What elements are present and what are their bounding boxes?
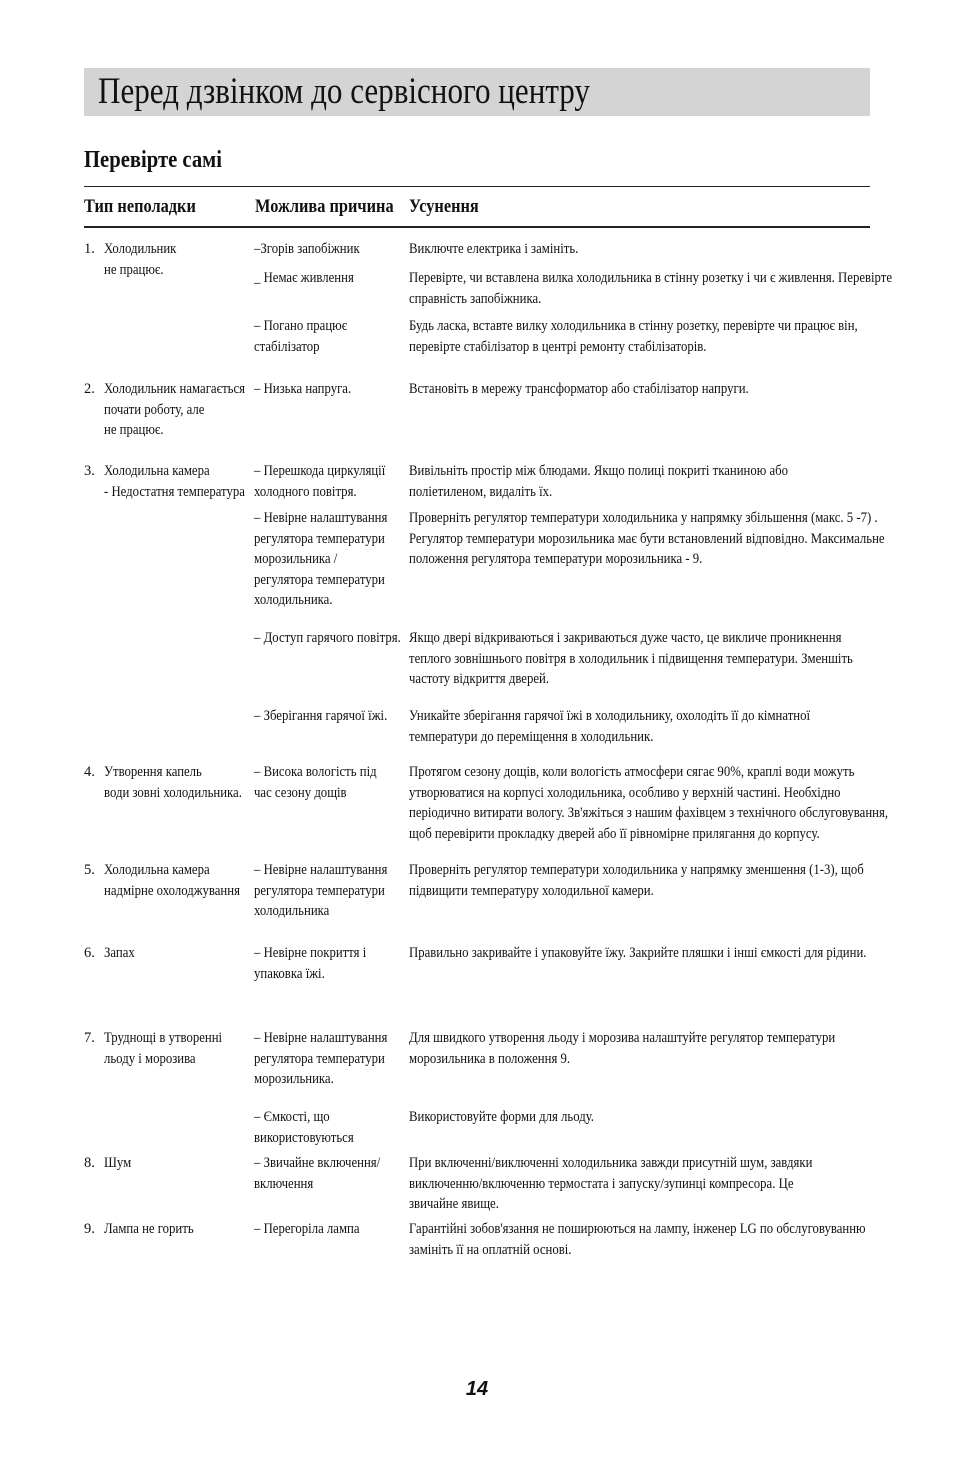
problem-text: Утворення капель [104,764,202,780]
cause-text: регулятора температури [254,882,385,899]
fix-text: Якщо двері відкриваються і закриваються дуже часто, це викличе проникнення [409,630,842,646]
item-number: 2. [84,381,95,397]
header-rule [84,226,870,228]
item-number: 6. [84,945,95,961]
fix-text: При включенні/виключенні холодильника завжди присутній шум, завдяки [409,1155,813,1171]
fix-text: Для швидкого утворення льоду і морозива налаштуйте регулятор температури [409,1030,836,1046]
problem-text: води зовні холодильника. [104,784,242,801]
problem-text: почати роботу, але [104,401,205,418]
fix-text: Використовуйте форми для льоду. [409,1109,594,1125]
problem-text: не працює. [104,261,164,278]
cause-text: – Невірне покриття і [254,945,367,961]
item-number: 5. [84,862,95,878]
column-header-fix: Усунення [409,196,479,217]
fix-text: Проверніть регулятор температури холодильника у напрямку зменшення (1-3), щоб [409,862,864,878]
cause-text: морозильника. [254,1071,334,1088]
fix-text: утворюватися на корпусі холодильника, особливо у верхній частині. Необхідно [409,784,841,801]
fix-text: Виключте електрика і замініть. [409,241,579,257]
page-title: Перед дзвінком до сервісного центру [98,71,590,112]
fix-text: Уникайте зберігання гарячої їжі в холодильнику, охолодіть її до кімнатної [409,708,811,724]
fix-text: температури до переміщення в холодильник. [409,728,654,745]
cause-text: – Перегоріла лампа [254,1221,360,1237]
cause-text: – Невірне налаштування [254,510,388,526]
fix-text: замініть її на оплатній основі. [409,1241,572,1258]
problem-text: Лампа не горить [104,1221,194,1237]
cause-text: –Згорів запобіжник [254,241,360,257]
cause-text: – Ємкості, що [254,1109,330,1125]
item-number: 7. [84,1030,95,1046]
cause-text: – Невірне налаштування [254,1030,388,1046]
fix-text: щоб перевірити прокладку дверей або її рівномірне прилягання до корпусу. [409,825,820,842]
problem-text: не працює. [104,422,164,439]
top-rule [84,186,870,187]
fix-text: Регулятор температури морозильника має бути встановлений відповідно. Максимальне [409,530,885,547]
column-header-problem: Тип неполадки [84,196,196,217]
problem-text: Холодильник [104,241,177,257]
fix-text: звичайне явище. [409,1196,499,1213]
cause-text: – Невірне налаштування [254,862,388,878]
problem-text: надмірне охолоджування [104,882,240,899]
problem-text: Труднощі в утворенні [104,1030,223,1046]
fix-text: Будь ласка, вставте вилку холодильника в стінну розетку, перевірте чи працює він, [409,318,858,334]
problem-text: - Недостатня температура [104,483,245,500]
problem-text: Шум [104,1155,132,1171]
cause-text: стабілізатор [254,338,320,355]
cause-text: – Доступ гарячого повітря. [254,630,401,646]
cause-text: регулятора температури [254,1050,385,1067]
fix-text: частоту відкриття дверей. [409,671,550,688]
title-banner [84,68,870,116]
cause-text: регулятора температури [254,571,385,588]
cause-text: упаковка їжі. [254,965,325,982]
item-number: 9. [84,1221,95,1237]
problem-text: Холодильна камера [104,463,210,479]
cause-text: – Перешкода циркуляції [254,463,386,479]
fix-text: Встановіть в мережу трансформатор або стабілізатор напруги. [409,381,749,397]
cause-text: – Низька напруга. [254,381,352,397]
problem-text: Запах [104,945,135,961]
fix-text: виключенню/включенню термостата і запуску/зупинці компресора. Це [409,1175,794,1192]
cause-text: – Висока вологість під [254,764,377,780]
cause-text: регулятора температури [254,530,385,547]
fix-text: підвищити температуру холодильної камери. [409,882,654,899]
cause-text: морозильника / [254,551,338,568]
problem-text: льоду і морозива [104,1050,196,1067]
cause-text: час сезону дощів [254,784,347,801]
cause-text: використовуються [254,1129,354,1146]
cause-text: – Погано працює [254,318,348,334]
fix-text: Правильно закривайте і упаковуйте їжу. Закрийте пляшки і інші ємкості для рідини. [409,945,867,961]
fix-text: Вивільніть простір між блюдами. Якщо полиці покриті тканиною або [409,463,789,479]
fix-text: теплого зовнішнього повітря в холодильник і підвищення температури. Зменшіть [409,650,853,667]
item-number: 1. [84,241,95,257]
fix-text: Протягом сезону дощів, коли вологість атмосфери сягає 90%, краплі води можуть [409,764,855,780]
fix-text: Проверніть регулятор температури холодильника у напрямку збільшення (макс. 5 -7) . [409,510,878,526]
item-number: 3. [84,463,95,479]
fix-text: перевірте стабілізатор в центрі ремонту стабілізаторів. [409,338,707,355]
cause-text: – Зберігання гарячої їжі. [254,708,388,724]
fix-text: Гарантійні зобов'язання не поширюються на лампу, інженер LG по обслуговуванню [409,1221,866,1237]
fix-text: поліетиленом, видаліть їх. [409,483,553,500]
item-number: 8. [84,1155,95,1171]
item-number: 4. [84,764,95,780]
problem-text: Холодильник намагається [104,381,246,397]
fix-text: справність запобіжника. [409,290,542,307]
cause-text: холодного повітря. [254,483,357,500]
section-title: Перевірте самі [84,147,222,173]
cause-text: _ Немає живлення [254,270,354,286]
cause-text: холодильника [254,903,330,920]
fix-text: морозильника в положення 9. [409,1050,571,1067]
fix-text: положення регулятора температури морозильника - 9. [409,551,703,568]
page-number: 14 [465,1378,489,1400]
cause-text: включення [254,1175,314,1192]
column-header-cause: Можлива причина [255,196,394,217]
problem-text: Холодильна камера [104,862,210,878]
cause-text: холодильника. [254,592,333,609]
fix-text: Перевірте, чи вставлена вилка холодильника в стінну розетку і чи є живлення. Перевірте [409,270,893,286]
fix-text: періодично витирати вологу. Зв'яжіться з нашим фахівцем з технічного обслуговування, [409,805,889,822]
cause-text: – Звичайне включення/ [254,1155,381,1171]
